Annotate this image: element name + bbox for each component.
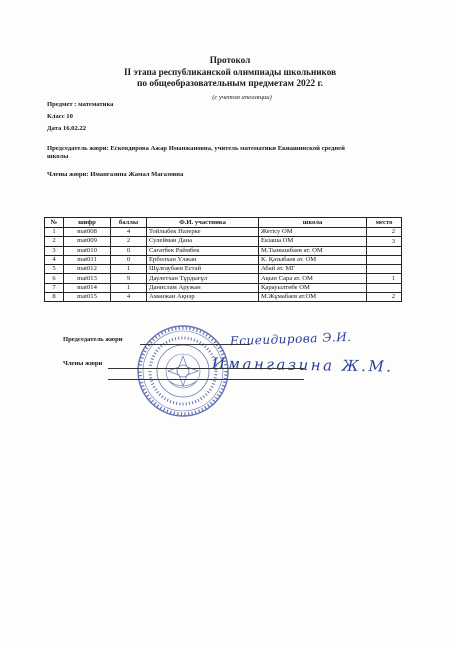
- members-signature-label: Члены жюри: [63, 360, 103, 367]
- row-num: 4: [45, 255, 64, 264]
- table-row: [45, 255, 402, 264]
- row-score: 0: [111, 246, 147, 255]
- row-num: 1: [45, 228, 64, 237]
- row-place: [367, 255, 402, 264]
- row-score: 4: [111, 293, 147, 302]
- row-num: 7: [45, 283, 64, 292]
- row-school: М.Тынышбаев ат. ОМ: [259, 246, 367, 255]
- appeal-note: (с учетом апелляции): [212, 94, 272, 101]
- row-place: 3: [367, 237, 402, 246]
- table-row: [45, 246, 402, 255]
- row-num: 3: [45, 246, 64, 255]
- row-code: mat012: [64, 265, 111, 274]
- row-code: mat015: [64, 293, 111, 302]
- row-score: 9: [111, 274, 147, 283]
- row-num: 2: [45, 237, 64, 246]
- header-name: Ф.И. участника: [147, 218, 259, 228]
- row-school: Ақын Сара ат. ОМ: [259, 274, 367, 283]
- row-code: mat013: [64, 274, 111, 283]
- members-signature: Имангазина Ж.М.: [211, 354, 394, 376]
- row-school: М.Жұмабаев ат.ОМ: [259, 293, 367, 302]
- row-school: Екіаша ОМ: [259, 237, 367, 246]
- header-num: №: [45, 218, 64, 228]
- row-place: [367, 246, 402, 255]
- row-score: 1: [111, 265, 147, 274]
- table-row: [45, 228, 402, 237]
- table-row: [45, 237, 402, 246]
- row-code: mat010: [64, 246, 111, 255]
- row-name: Ерболхан Үлжан: [147, 255, 259, 264]
- document-title: Протокол: [209, 55, 251, 65]
- row-score: 4: [111, 228, 147, 237]
- row-num: 6: [45, 274, 64, 283]
- table-row: [45, 274, 402, 283]
- header-place: место: [367, 218, 402, 228]
- row-num: 8: [45, 293, 64, 302]
- row-code: mat011: [64, 255, 111, 264]
- chair-signature: Есиеидирова Э.И.: [229, 329, 352, 349]
- row-num: 5: [45, 265, 64, 274]
- row-name: Даулетхан Тұрдығұл: [147, 274, 259, 283]
- row-name: Шұлғаубаев Естай: [147, 265, 259, 274]
- results-table: [44, 217, 402, 302]
- table-row: [45, 283, 402, 292]
- table-row: [45, 265, 402, 274]
- table-header-row: [45, 218, 402, 228]
- row-school: К. Қазыбаев ат. ОМ: [259, 255, 367, 264]
- header-code: шифр: [64, 218, 111, 228]
- row-school: Жетісу ОМ: [259, 228, 367, 237]
- table-row: [45, 293, 402, 302]
- subject-line: Предмет : математика: [47, 101, 114, 108]
- row-name: Сағатбек Раймбек: [147, 246, 259, 255]
- members-signature-line-1: [108, 368, 304, 369]
- row-code: mat014: [64, 283, 111, 292]
- members-signature-line-2: [108, 379, 304, 380]
- document-subtitle: II этапа республиканской олимпиады школьников: [123, 67, 337, 77]
- date-line: Дата 16.02.22: [47, 125, 87, 132]
- row-place: 2: [367, 293, 402, 302]
- row-place: 1: [367, 274, 402, 283]
- row-place: 2: [367, 228, 402, 237]
- jury-chair-line: Председатель жюри: Ескендирова Ажар Иманжановна, учитель математики Екиашинской средней школы: [47, 145, 345, 161]
- row-name: Сулейман Дана: [147, 237, 259, 246]
- row-score: 2: [111, 237, 147, 246]
- jury-members-line: Члены жюри: Имангазина Жамал Магазовна: [47, 171, 184, 178]
- grade-line: Класс 10: [47, 113, 73, 120]
- chair-signature-label: Председатель жюри: [63, 336, 123, 343]
- header-school: школа: [259, 218, 367, 228]
- row-name: Данислам Аружан: [147, 283, 259, 292]
- row-code: mat008: [64, 228, 111, 237]
- row-place: [367, 283, 402, 292]
- row-score: 1: [111, 283, 147, 292]
- row-place: [367, 265, 402, 274]
- header-score: баллы: [111, 218, 147, 228]
- document-subtitle-2: по общеобразовательным предметам 2022 г.: [137, 79, 323, 89]
- row-code: mat009: [64, 237, 111, 246]
- row-school: Абай ат. МГ: [259, 265, 367, 274]
- row-school: Қарауылтөбе ОМ: [259, 283, 367, 292]
- chair-signature-line: [140, 344, 250, 345]
- row-score: 0: [111, 255, 147, 264]
- row-name: Тойлыбек Назерке: [147, 228, 259, 237]
- row-name: Аманжан Ақнәр: [147, 293, 259, 302]
